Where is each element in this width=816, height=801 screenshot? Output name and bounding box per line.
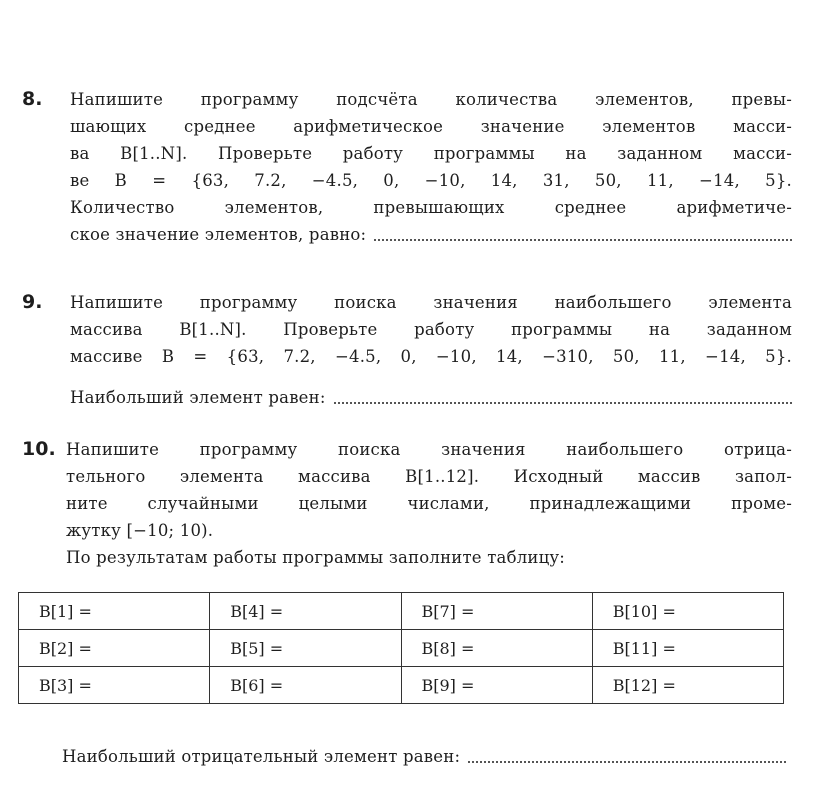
table-cell[interactable]: B[1] = <box>19 593 210 630</box>
table-cell[interactable]: B[5] = <box>210 630 401 667</box>
task-line: ните случайными целыми числами, принадлежащими проме- <box>66 494 792 513</box>
table-cell[interactable]: B[3] = <box>19 667 210 704</box>
final-answer-line <box>62 743 786 770</box>
table-cell[interactable]: B[6] = <box>210 667 401 704</box>
task-text <box>70 86 792 248</box>
table-row <box>19 667 784 704</box>
task-number: 8. <box>22 88 43 110</box>
table-cell[interactable]: B[11] = <box>592 630 783 667</box>
table-cell[interactable]: B[2] = <box>19 630 210 667</box>
task-line: массиве B = {63, 7.2, −4.5, 0, −10, 14, −310, 50, 11, −14, 5}. <box>70 347 792 366</box>
task-8 <box>22 86 792 248</box>
table-cell[interactable]: B[7] = <box>401 593 592 630</box>
table-row <box>19 630 784 667</box>
task-number: 10. <box>22 438 56 460</box>
table-cell[interactable]: B[10] = <box>592 593 783 630</box>
task-text <box>70 289 792 411</box>
task-9 <box>22 289 792 411</box>
task-line: шающих среднее арифметическое значение элементов масси- <box>70 117 792 136</box>
task-line: ве B = {63, 7.2, −4.5, 0, −10, 14, 31, 50, 11, −14, 5}. <box>70 171 792 190</box>
task-line: ва B[1..N]. Проверьте работу программы на заданном масси- <box>70 144 792 163</box>
answer-blank[interactable] <box>468 761 786 763</box>
task-line: Количество элементов, превышающих среднее арифметиче- <box>70 198 792 217</box>
table-cell[interactable]: B[8] = <box>401 630 592 667</box>
table-cell[interactable]: B[4] = <box>210 593 401 630</box>
answer-prompt: Наибольший элемент равен: <box>70 388 326 407</box>
answer-line <box>70 384 792 411</box>
answer-prompt: ское значение элементов, равно: <box>70 225 367 244</box>
task-10 <box>22 436 792 571</box>
task-line: жутку [−10; 10). <box>66 521 214 540</box>
task-line: Напишите программу поиска значения наибольшего отрица- <box>66 440 792 459</box>
answer-table <box>18 592 784 704</box>
answer-line <box>70 221 792 248</box>
task-line: тельного элемента массива B[1..12]. Исходный массив запол- <box>66 467 792 486</box>
answer-prompt: Наибольший отрицательный элемент равен: <box>62 747 461 766</box>
table-cell[interactable]: B[12] = <box>592 667 783 704</box>
answer-blank[interactable] <box>334 402 792 404</box>
task-line: Напишите программу поиска значения наибольшего элемента <box>70 293 792 312</box>
task-line: По результатам работы программы заполните таблицу: <box>66 548 566 567</box>
task-line: массива B[1..N]. Проверьте работу программы на заданном <box>70 320 792 339</box>
task-line: Напишите программу подсчёта количества элементов, превы- <box>70 90 792 109</box>
table-cell[interactable]: B[9] = <box>401 667 592 704</box>
table-row <box>19 593 784 630</box>
task-text <box>66 436 792 571</box>
task-number: 9. <box>22 291 43 313</box>
answer-blank[interactable] <box>374 239 792 241</box>
